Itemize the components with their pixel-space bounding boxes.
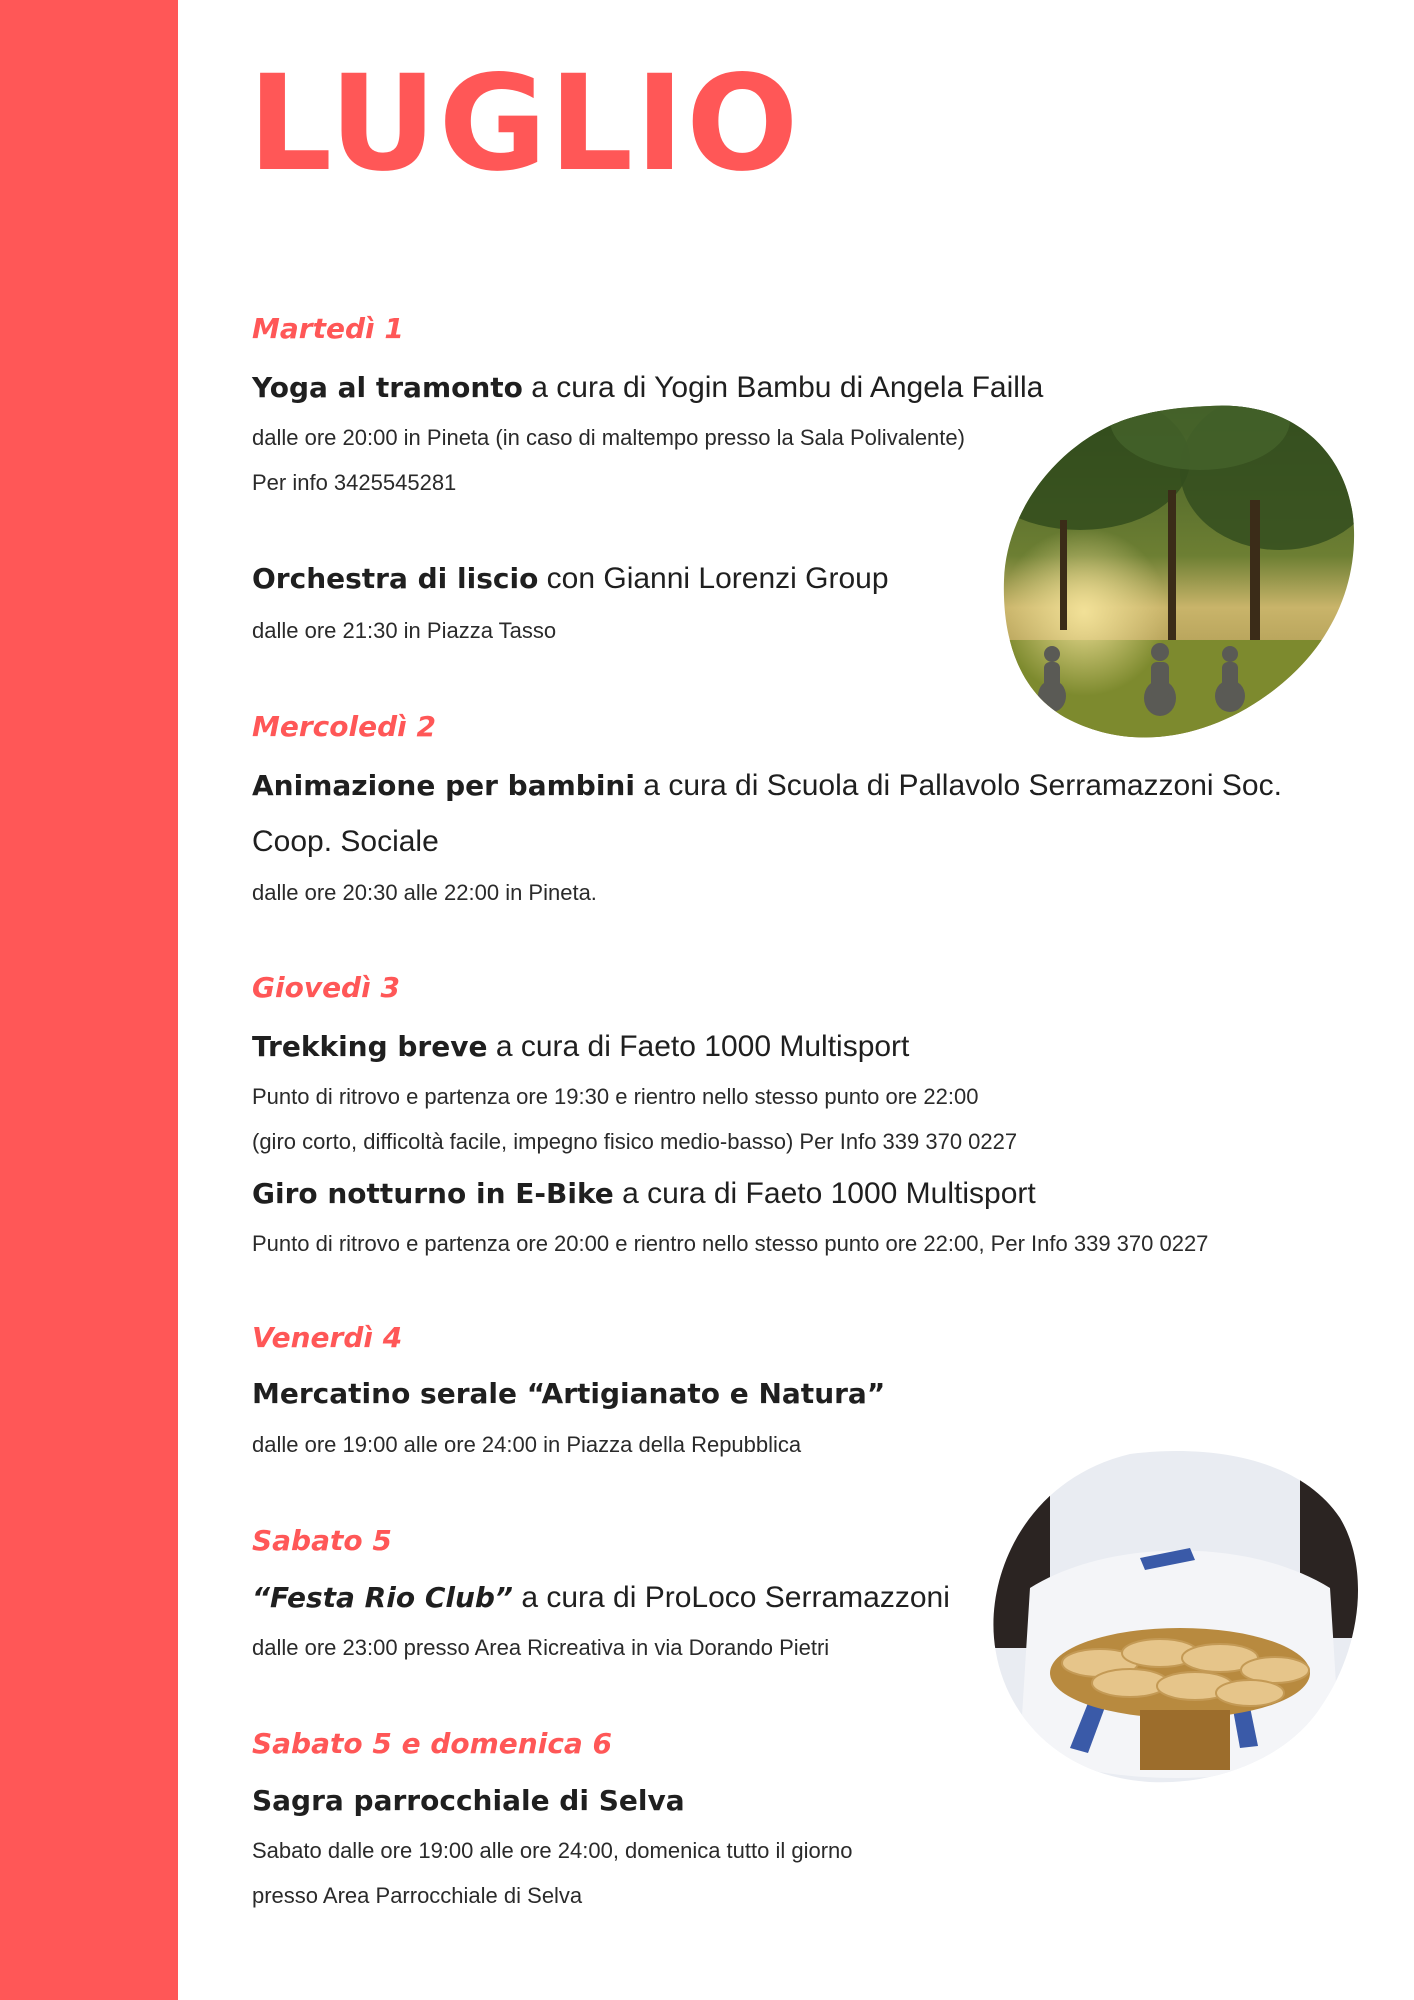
event-title — [252, 1366, 885, 1422]
event-organizer: con Gianni Lorenzi Group — [546, 562, 889, 595]
event-organizer: a cura di Scuola di Pallavolo Serramazzoni Soc. Coop. Sociale — [252, 769, 1282, 858]
event-detail: Punto di ritrovo e partenza ore 19:30 e rientro nello stesso punto ore 22:00 — [252, 1084, 979, 1109]
event-name: Trekking breve — [252, 1030, 488, 1063]
event-detail: (giro corto, difficoltà facile, impegno fisico medio-basso) Per Info 339 370 0227 — [252, 1129, 1018, 1154]
event-name: Orchestra di liscio — [252, 562, 539, 595]
event-organizer: a cura di Yogin Bambu di Angela Failla — [531, 371, 1044, 404]
event-title — [252, 758, 1352, 870]
event-organizer: a cura di ProLoco Serramazzoni — [521, 1581, 950, 1614]
side-bar — [0, 0, 178, 2000]
event-name: Giro notturno in E-Bike — [252, 1177, 614, 1210]
event-detail: Sabato dalle ore 19:00 alle ore 24:00, domenica tutto il giorno — [252, 1838, 853, 1863]
day-date: Mercoledì 2 — [252, 710, 436, 743]
day-date: Venerdì 4 — [252, 1321, 403, 1354]
event-detail: dalle ore 20:30 alle 22:00 in Pineta. — [252, 880, 597, 905]
event-name: Sagra parrocchiale di Selva — [252, 1784, 685, 1817]
event-name: Mercatino serale “Artigianato e Natura” — [252, 1377, 886, 1410]
event-title — [252, 1019, 909, 1075]
event-title — [252, 360, 1043, 416]
event-detail: dalle ore 21:30 in Piazza Tasso — [252, 618, 557, 643]
bread-basket-photo — [990, 1448, 1366, 1790]
day-date: Sabato 5 — [252, 1524, 392, 1557]
event-title — [252, 551, 889, 607]
event-name: Animazione per bambini — [252, 769, 635, 802]
event-detail: Per info 3425545281 — [252, 470, 457, 495]
event-detail: presso Area Parrocchiale di Selva — [252, 1883, 583, 1908]
day-date: Martedì 1 — [252, 312, 404, 345]
event-name: Yoga al tramonto — [252, 371, 523, 404]
page-title: LUGLIO — [248, 47, 801, 201]
event-detail: dalle ore 23:00 presso Area Ricreativa in via Dorando Pietri — [252, 1635, 830, 1660]
event-organizer: a cura di Faeto 1000 Multisport — [495, 1030, 910, 1063]
day-date: Sabato 5 e domenica 6 — [252, 1727, 613, 1760]
event-title — [252, 1166, 1036, 1222]
event-title — [252, 1773, 685, 1829]
day-date: Giovedì 3 — [252, 971, 400, 1004]
event-detail: dalle ore 19:00 alle ore 24:00 in Piazza della Repubblica — [252, 1432, 802, 1457]
yoga-photo — [1000, 400, 1356, 746]
event-title — [252, 1570, 950, 1626]
event-name: “Festa Rio Club” — [252, 1581, 513, 1614]
event-detail: dalle ore 20:00 in Pineta (in caso di maltempo presso la Sala Polivalente) — [252, 425, 965, 450]
event-detail: Punto di ritrovo e partenza ore 20:00 e rientro nello stesso punto ore 22:00, Per Info 339 370 0227 — [252, 1231, 1209, 1256]
event-organizer: a cura di Faeto 1000 Multisport — [622, 1177, 1036, 1210]
